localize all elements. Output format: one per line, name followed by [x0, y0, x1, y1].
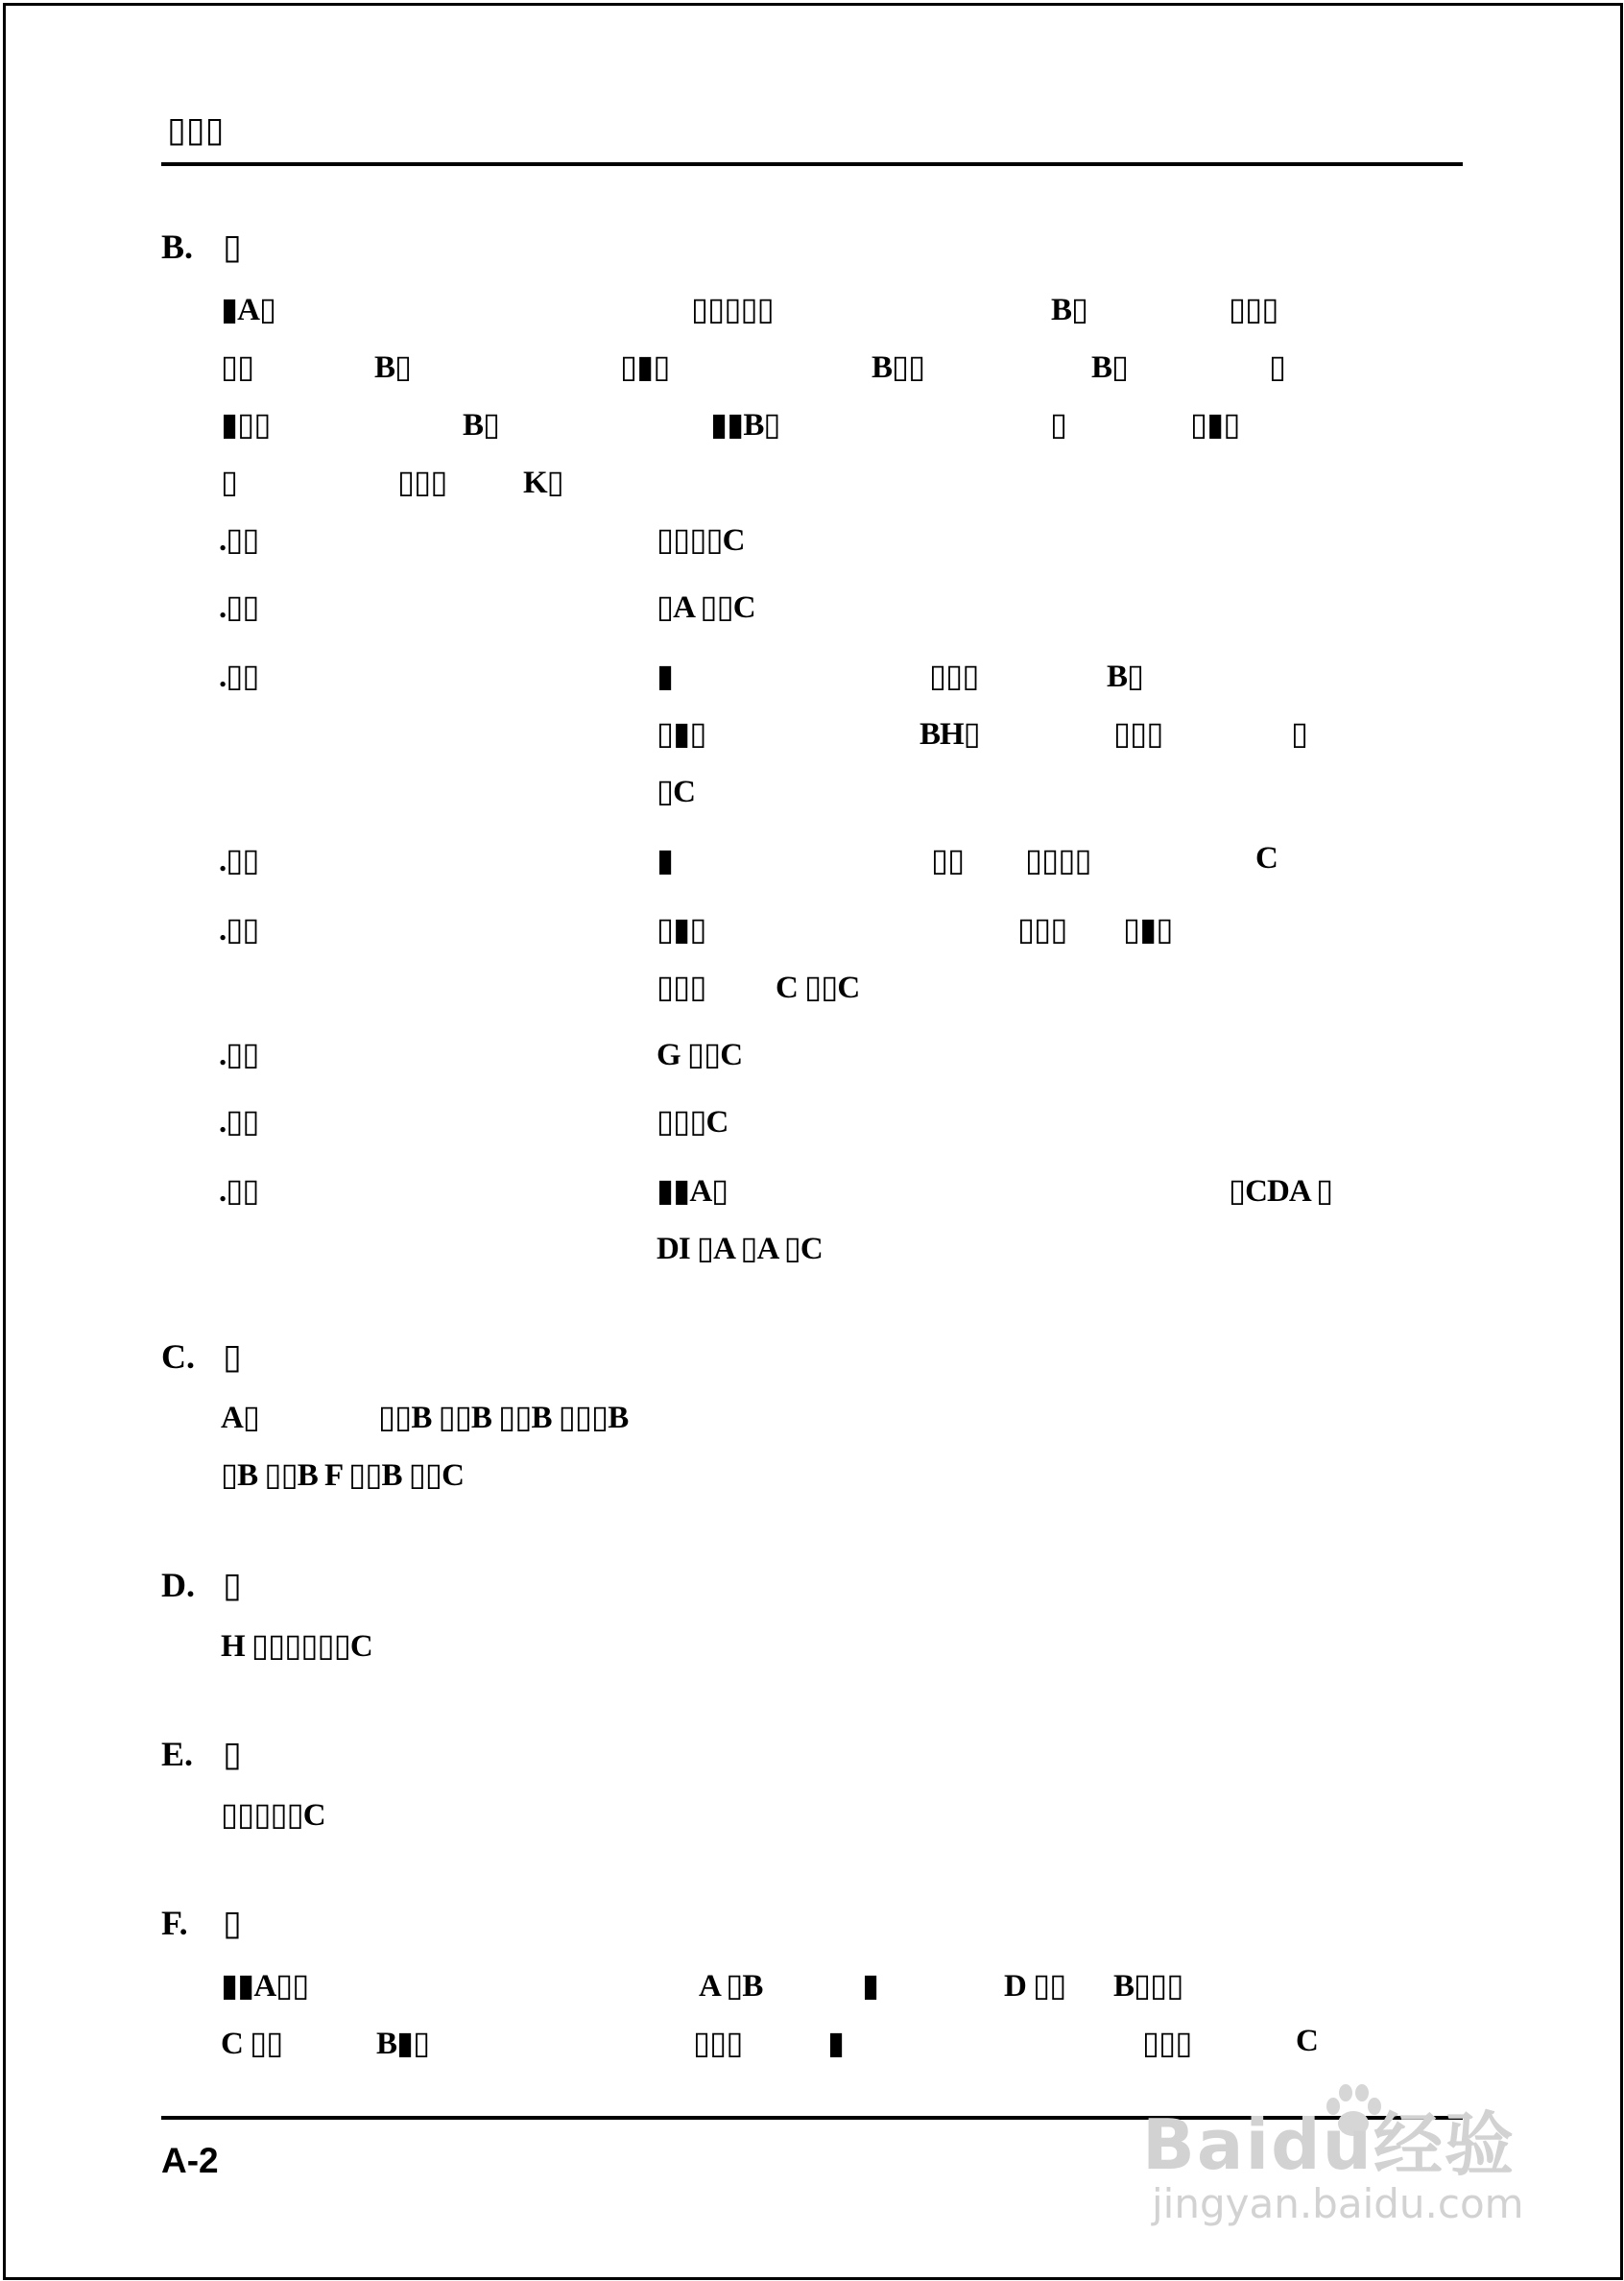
b-item3-value2-c: ▯▯▯: [1113, 717, 1163, 752]
header-title: ▯▯▯: [167, 110, 225, 149]
b-item3-label: .▯▯: [219, 660, 259, 694]
b-intro-l3-a: ▮▯▯: [221, 408, 271, 443]
b-intro-l3-e: ▯▮▯: [1190, 408, 1240, 443]
b-item4-value-b: ▯▯: [931, 844, 965, 878]
b-item1-label: .▯▯: [219, 523, 259, 558]
f-l2-f: C: [1296, 2024, 1318, 2058]
b-item2-label: .▯▯: [219, 590, 259, 625]
c-l1-a: A▯: [221, 1401, 259, 1435]
b-item1-value: ▯▯▯▯C: [657, 523, 745, 558]
b-intro-l2-c: ▯▮▯: [620, 350, 670, 385]
b-item8-label: .▯▯: [219, 1174, 259, 1209]
section-b-heading: B.: [161, 228, 194, 266]
f-l1-e: B▯▯▯: [1113, 1969, 1183, 2004]
section-f-heading: F.: [161, 1904, 188, 1942]
b-intro-l2-b: B▯: [374, 350, 412, 385]
b-item5-value-c: ▯▮▯: [1123, 913, 1173, 948]
b-item5-value-b: ▯▯▯: [1017, 913, 1067, 948]
c-l1-b: ▯▯B ▯▯B ▯▯B ▯▯▯B: [378, 1401, 629, 1435]
section-d-heading: D.: [161, 1566, 195, 1604]
e-l1: ▯▯▯▯▯C: [221, 1798, 325, 1833]
c-l2: ▯B ▯▯B F ▯▯B ▯▯C: [221, 1458, 464, 1493]
b-intro-l2-e: B▯: [1091, 350, 1129, 385]
b-item8-value2: DI ▯A ▯A ▯C: [657, 1232, 823, 1266]
b-item7-value: ▯▯▯C: [657, 1105, 728, 1140]
b-intro-l1-a: ▮A▯: [221, 293, 276, 327]
section-e-heading-box: ▯: [223, 1735, 242, 1773]
b-intro-l1-d: ▯▯▯: [1229, 293, 1278, 327]
f-l2-d: ▮: [827, 2027, 845, 2061]
f-l2-e: ▯▯▯: [1142, 2027, 1192, 2061]
b-item4-label: .▯▯: [219, 844, 259, 878]
b-item3-value2-b: BH▯: [919, 717, 980, 752]
b-item3-value2-a: ▯▮▯: [657, 717, 706, 752]
f-l1-b: A ▯B: [699, 1969, 763, 2004]
section-e-heading: E.: [161, 1735, 194, 1773]
b-intro-l1-b: ▯▯▯▯▯: [691, 293, 774, 327]
b-item4-value-d: C: [1255, 841, 1278, 876]
b-intro-l2-f: ▯: [1269, 350, 1286, 385]
f-l1-a: ▮▮A▯▯: [221, 1969, 309, 2004]
b-item6-label: .▯▯: [219, 1038, 259, 1072]
b-item6-value: G ▯▯C: [657, 1038, 743, 1072]
b-item4-value-a: ▮: [657, 844, 674, 878]
f-l1-d: D ▯▯: [1004, 1969, 1066, 2004]
b-intro-l4-c: K▯: [523, 466, 563, 500]
b-item3-value3: ▯C: [657, 775, 695, 809]
section-f-heading-box: ▯: [223, 1904, 242, 1942]
b-item8-value-b: ▯CDA ▯: [1229, 1174, 1333, 1209]
b-item5-value-a: ▯▮▯: [657, 913, 706, 948]
b-item3-value-b: ▯▯▯: [929, 660, 979, 694]
section-b-heading-box: ▯: [223, 228, 242, 266]
b-intro-l3-c: ▮▮B▯: [710, 408, 780, 443]
b-item3-value-a: ▮: [657, 660, 674, 694]
b-intro-l3-b: B▯: [463, 408, 500, 443]
b-intro-l1-c: B▯: [1051, 293, 1088, 327]
b-intro-l4-a: ▯: [221, 466, 238, 500]
b-intro-l3-d: ▯: [1050, 408, 1067, 443]
b-item8-value-a: ▮▮A▯: [657, 1174, 728, 1209]
b-item5-label: .▯▯: [219, 913, 259, 948]
page-border: [3, 3, 1623, 2280]
f-l2-a: C ▯▯: [221, 2027, 283, 2061]
b-item3-value-c: B▯: [1107, 660, 1144, 694]
section-c-heading: C.: [161, 1337, 195, 1376]
d-l1: H ▯▯▯▯▯▯C: [221, 1629, 372, 1664]
f-l2-b: B▮▯: [376, 2027, 430, 2061]
b-intro-l4-b: ▯▯▯: [397, 466, 447, 500]
watermark-url: jingyan.baidu.com: [1152, 2180, 1524, 2227]
b-item3-value2-d: ▯: [1291, 717, 1308, 752]
b-intro-l2-a: ▯▯: [221, 350, 254, 385]
header-rule: [161, 162, 1463, 166]
b-item7-label: .▯▯: [219, 1105, 259, 1140]
section-d-heading-box: ▯: [223, 1566, 242, 1604]
b-item5-value2-a: ▯▯▯: [657, 971, 706, 1005]
b-item4-value-c: ▯▯▯▯: [1025, 844, 1091, 878]
baidu-watermark: [1142, 2089, 1526, 2252]
b-intro-l2-d: B▯▯: [872, 350, 925, 385]
b-item2-value: ▯A ▯▯C: [657, 590, 755, 625]
section-c-heading-box: ▯: [223, 1337, 242, 1376]
watermark-logo: Baidu经验: [1142, 2104, 1516, 2185]
f-l2-c: ▯▯▯: [693, 2027, 743, 2061]
page-number: A-2: [161, 2141, 219, 2180]
b-item5-value2-b: C ▯▯C: [776, 971, 860, 1005]
f-l1-c: ▮: [862, 1969, 879, 2004]
